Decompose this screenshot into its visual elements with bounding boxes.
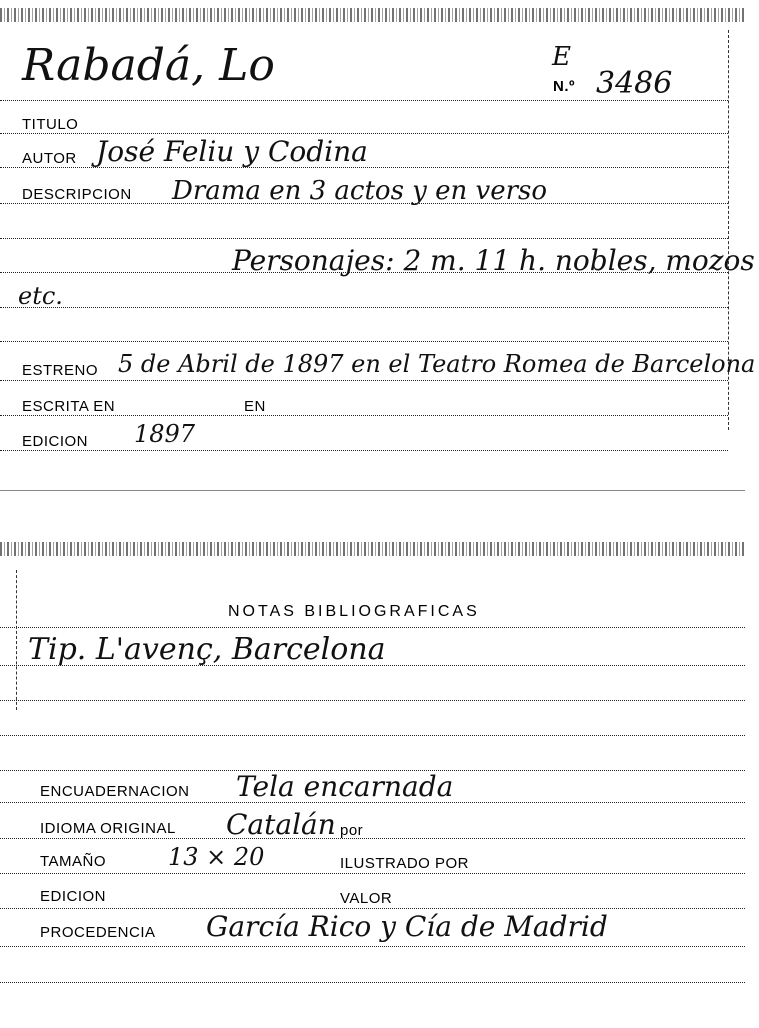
torn-top-edge: [0, 8, 745, 22]
en-label: EN: [244, 398, 266, 415]
card-left-border: [16, 570, 17, 710]
edicion-label: EDICION: [22, 433, 89, 450]
card-bottom-edge: [0, 490, 745, 491]
procedencia-value: García Rico y Cía de Madrid: [206, 910, 608, 943]
tamano-label: TAMAÑO: [40, 853, 107, 870]
rule: [0, 415, 728, 416]
rule: [0, 380, 728, 381]
edicion-value: 1897: [134, 420, 196, 448]
rule: [0, 238, 728, 239]
rule: [0, 133, 728, 134]
rule: [0, 700, 745, 701]
valor-label: VALOR: [340, 890, 393, 907]
idioma-label: IDIOMA ORIGINAL: [40, 820, 176, 837]
rule: [0, 167, 728, 168]
ilustrado-label: ILUSTRADO POR: [340, 855, 470, 872]
descripcion-label: DESCRIPCION: [22, 186, 132, 203]
personajes-cont: etc.: [18, 282, 63, 310]
tamano-value: 13 × 20: [168, 843, 265, 871]
rule: [0, 802, 745, 803]
rule: [0, 100, 728, 101]
rule: [0, 946, 745, 947]
rule: [0, 203, 728, 204]
idioma-value: Catalán: [226, 808, 336, 841]
edicion-label-2: EDICION: [40, 888, 107, 905]
encuadernacion-label: ENCUADERNACION: [40, 783, 190, 800]
rule: [0, 450, 728, 451]
rule: [0, 735, 745, 736]
por-label: por: [340, 822, 364, 839]
rule: [0, 982, 745, 983]
catalog-card-back: [0, 540, 745, 1020]
number-value: 3486: [596, 66, 673, 101]
rule: [0, 838, 745, 839]
handwritten-title: Rabadá, Lo: [22, 40, 275, 91]
rule: [0, 873, 745, 874]
encuadernacion-value: Tela encarnada: [236, 770, 454, 803]
titulo-label: TITULO: [22, 116, 79, 133]
rule: [0, 627, 745, 628]
estreno-value: 5 de Abril de 1897 en el Teatro Romea de Barcelona: [118, 350, 756, 378]
descripcion-value: Drama en 3 actos y en verso: [172, 176, 548, 206]
rule: [0, 665, 745, 666]
procedencia-label: PROCEDENCIA: [40, 924, 156, 941]
number-label: N.º: [553, 78, 575, 95]
rule: [0, 341, 728, 342]
notas-heading: NOTAS BIBLIOGRAFICAS: [228, 603, 480, 620]
escrita-en-label: ESCRITA EN: [22, 398, 116, 415]
autor-label: AUTOR: [22, 150, 77, 167]
personajes-line: Personajes: 2 m. 11 h. nobles, mozos: [232, 244, 755, 277]
corner-letter: E: [552, 42, 571, 72]
estreno-label: ESTRENO: [22, 362, 99, 379]
rule: [0, 908, 745, 909]
rule: [0, 272, 728, 273]
rule: [0, 307, 728, 308]
autor-value: José Feliu y Codina: [96, 135, 368, 168]
torn-top-edge: [0, 542, 745, 556]
catalog-card-front: [0, 0, 756, 492]
notas-value: Tip. L'avenç, Barcelona: [28, 632, 386, 667]
